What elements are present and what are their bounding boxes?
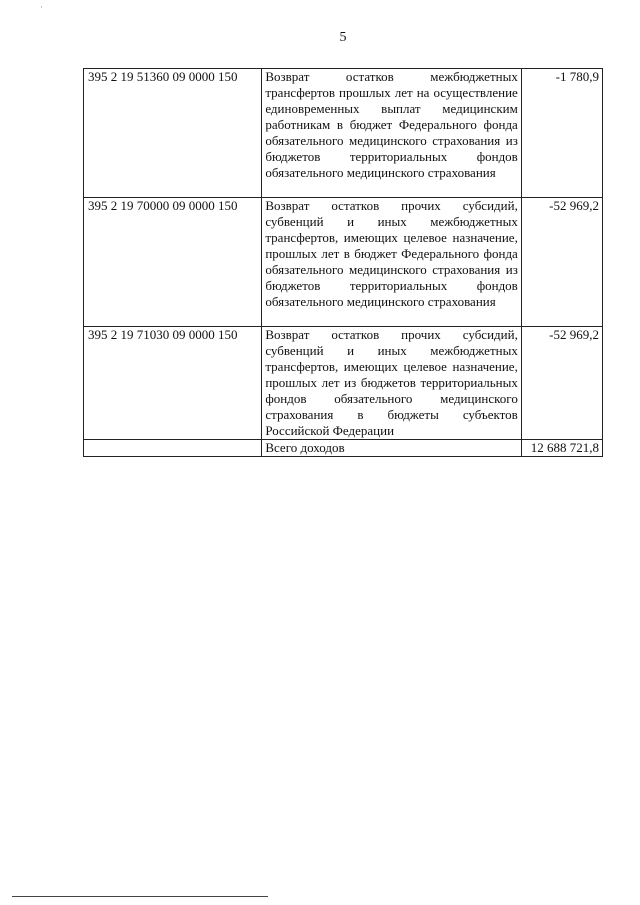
amount-cell: -52 969,2 (521, 198, 602, 327)
amount-cell: -52 969,2 (521, 327, 602, 440)
scan-mark: · (40, 2, 43, 12)
page-number: 5 (339, 30, 347, 45)
table-row (84, 327, 603, 440)
table-row (84, 69, 603, 198)
budget-code-cell: 395 2 19 71030 09 0000 150 (84, 327, 262, 440)
budget-code-cell: 395 2 19 51360 09 0000 150 (84, 69, 262, 198)
description-cell: Возврат остатков прочих субсидий, субвенций и иных межбюджетных трансфертов, имеющих целевое назначение, прошлых лет в бюджет Федерального фонда обязательного медицинского страхования из бюджетов территориальных фондов обязательного медицинского страхования (262, 198, 522, 327)
budget-code-cell: 395 2 19 70000 09 0000 150 (84, 198, 262, 327)
amount-cell: -1 780,9 (521, 69, 602, 198)
total-amount-cell: 12 688 721,8 (521, 440, 602, 457)
footer-divider (12, 896, 268, 897)
description-cell: Возврат остатков межбюджетных трансфертов прошлых лет на осуществление единовременных выплат медицинским работникам в бюджет Федерального фонда обязательного медицинского страхования из бюджетов территориальных фондов обязательного медицинского страхования (262, 69, 522, 198)
total-label-cell: Всего доходов (262, 440, 522, 457)
revenue-table (83, 68, 603, 457)
table-row (84, 198, 603, 327)
total-code-cell (84, 440, 262, 457)
total-row (84, 440, 603, 457)
description-cell: Возврат остатков прочих субсидий, субвенций и иных межбюджетных трансфертов, имеющих целевое назначение, прошлых лет из бюджетов территориальных фондов обязательного медицинского страхования в бюджеты субъектов Российской Федерации (262, 327, 522, 440)
